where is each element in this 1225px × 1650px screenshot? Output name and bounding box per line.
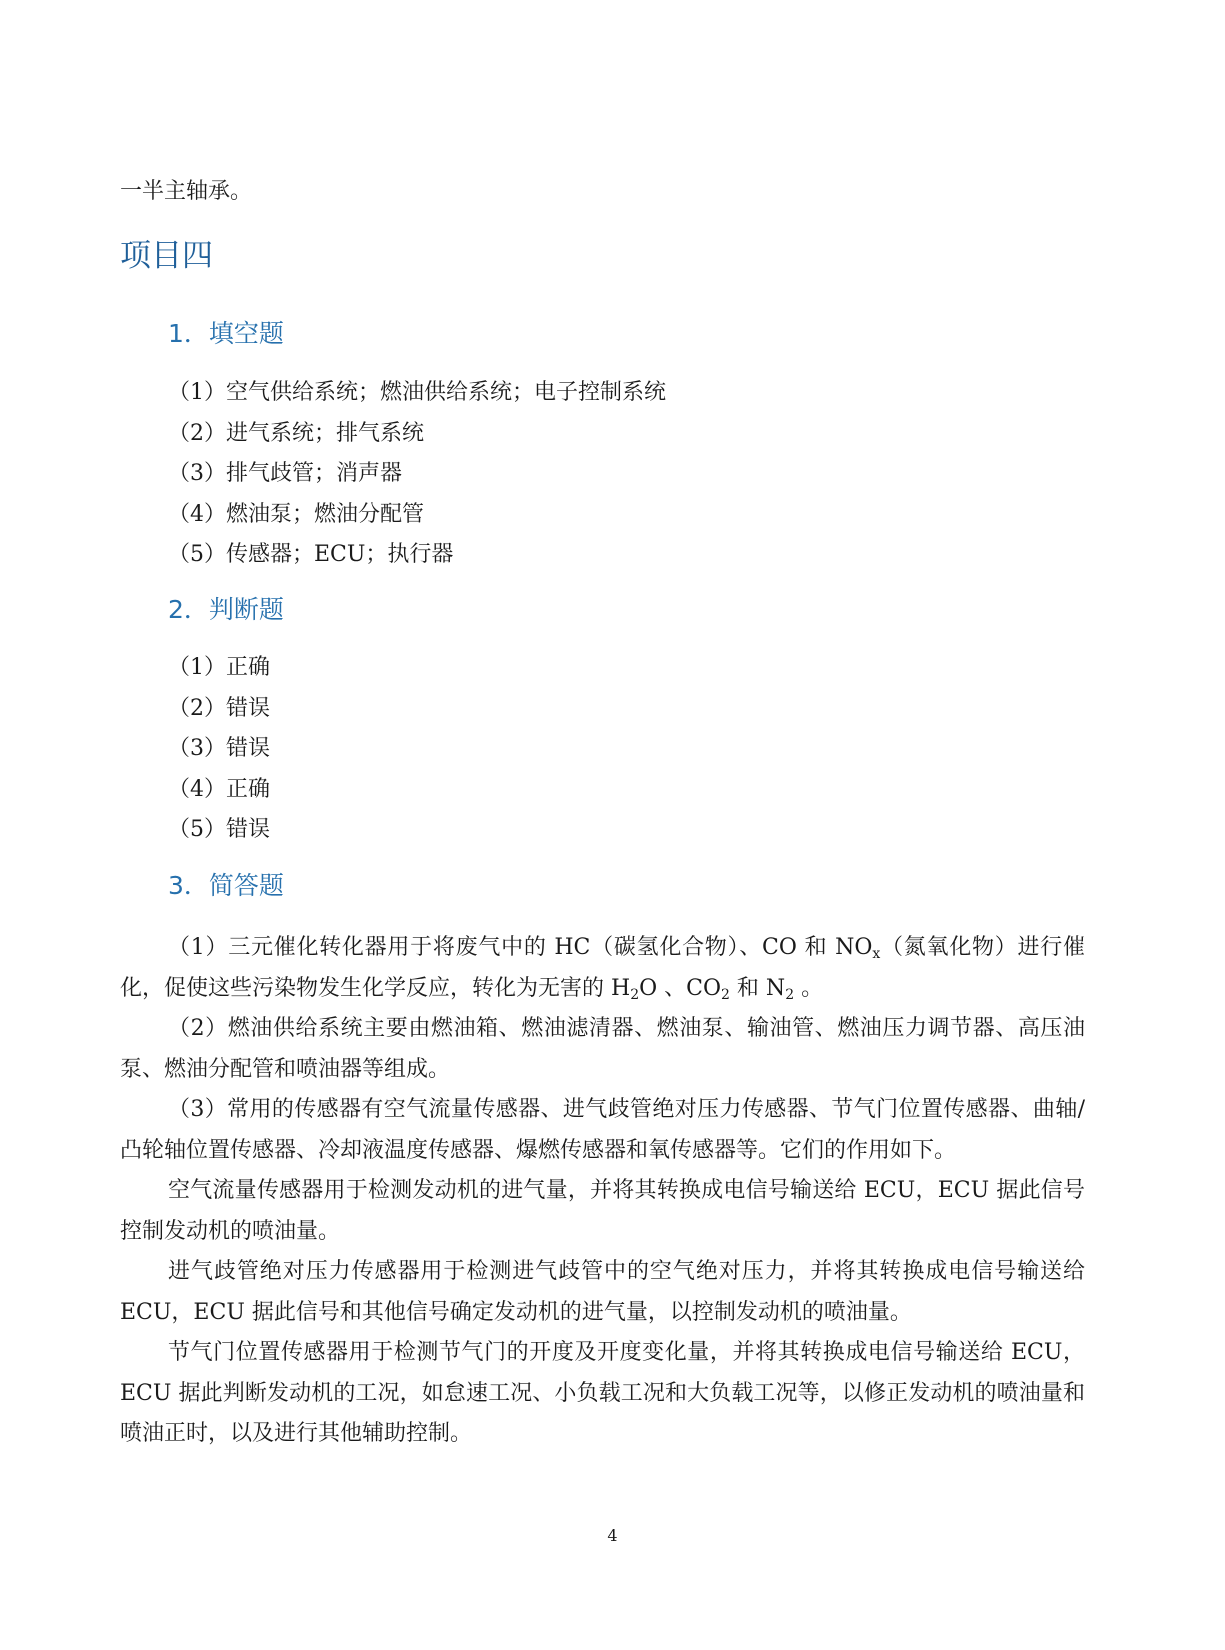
subscript: 2 — [785, 986, 795, 1003]
fill-answer-list — [168, 373, 666, 576]
list-item: （3）错误 — [168, 736, 270, 761]
short-answer-body — [120, 928, 1085, 1455]
answer-text: （氮氧化物）进行催化，促使这些污染物发生化学反应，转化为无害的 H — [120, 935, 1085, 1001]
short-answer-1 — [120, 928, 1085, 1009]
subscript: 2 — [630, 986, 640, 1003]
list-item: （3）排气歧管；消声器 — [168, 461, 402, 486]
project-title: 项目四 — [120, 238, 213, 274]
list-item: （4）燃油泵；燃油分配管 — [168, 501, 424, 527]
subscript: x — [872, 946, 881, 962]
list-item: （5）错误 — [168, 817, 270, 842]
answer-text: 。 — [794, 975, 824, 1001]
intro-line: 一半主轴承。 — [120, 179, 253, 204]
answer-text: 和 N — [729, 975, 786, 1001]
section-title-fill: 1．填空题 — [168, 319, 284, 348]
short-answer-3: （3）常用的传感器有空气流量传感器、进气歧管绝对压力传感器、节气门位置传感器、曲轴/凸轮轴位置传感器、冷却液温度传感器、爆燃传感器和氧传感器等。它们的作用如下。 — [120, 1097, 1085, 1163]
page-number: 4 — [607, 1526, 618, 1545]
sensor-manifold-pressure: 进气歧管绝对压力传感器用于检测进气歧管中的空气绝对压力，并将其转换成电信号输送给 ECU，ECU 据此信号和其他信号确定发动机的进气量，以控制发动机的喷油量。 — [120, 1259, 1085, 1325]
section-title-short: 3．简答题 — [168, 871, 284, 900]
list-item: （2）进气系统；排气系统 — [168, 420, 424, 446]
answer-text: O 、CO — [639, 975, 722, 1001]
list-item: （1）空气供给系统；燃油供给系统；电子控制系统 — [168, 380, 666, 405]
list-item: （5）传感器；ECU；执行器 — [168, 542, 454, 567]
list-item: （4）正确 — [168, 776, 270, 802]
list-item: （2）错误 — [168, 695, 270, 721]
answer-text: （1）三元催化转化器用于将废气中的 HC（碳氢化合物）、CO 和 NO — [168, 935, 873, 960]
list-item: （1）正确 — [168, 655, 270, 680]
section-title-judge: 2．判断题 — [168, 595, 284, 624]
sensor-throttle-position: 节气门位置传感器用于检测节气门的开度及开度变化量，并将其转换成电信号输送给 ECU，ECU 据此判断发动机的工况，如怠速工况、小负载工况和大负载工况等，以修正发动机的喷油量和喷油正时，以及进行其他辅助控制。 — [120, 1340, 1085, 1446]
short-answer-2: （2）燃油供给系统主要由燃油箱、燃油滤清器、燃油泵、输油管、燃油压力调节器、高压油泵、燃油分配管和喷油器等组成。 — [120, 1016, 1085, 1082]
judge-answer-list — [168, 648, 270, 851]
subscript: 2 — [721, 986, 730, 1003]
sensor-air-flow: 空气流量传感器用于检测发动机的进气量，并将其转换成电信号输送给 ECU，ECU 据此信号控制发动机的喷油量。 — [120, 1178, 1085, 1244]
